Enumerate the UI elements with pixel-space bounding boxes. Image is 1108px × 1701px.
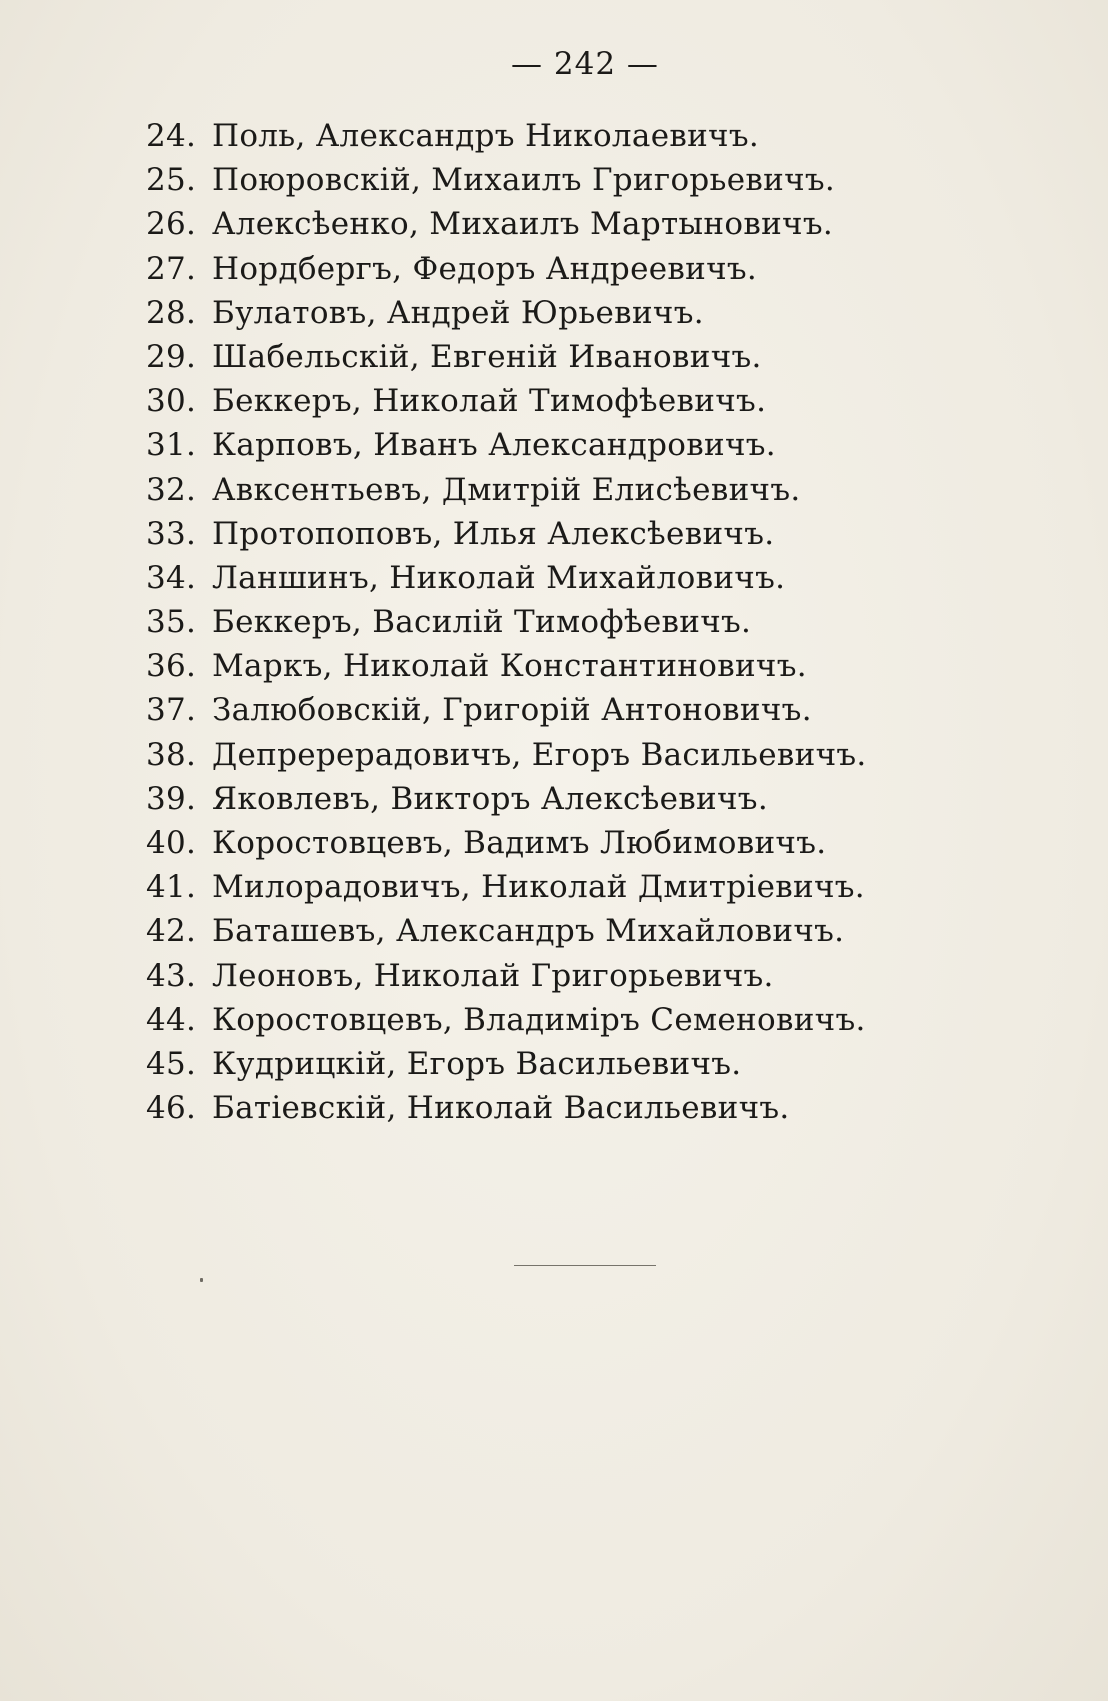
item-name: Батіевскій, Николай Васильевичъ. <box>212 1090 790 1127</box>
list-item <box>146 247 906 291</box>
list-item <box>146 733 906 777</box>
list-item <box>146 114 906 158</box>
list-item <box>146 821 906 865</box>
list-item <box>146 468 906 512</box>
list-item <box>146 865 906 909</box>
list-item <box>146 644 906 688</box>
item-name: Леоновъ, Николай Григорьевичъ. <box>212 957 774 994</box>
item-number: 44. <box>146 1001 197 1038</box>
list-item <box>146 777 906 821</box>
item-number: 29. <box>146 338 197 375</box>
item-number: 39. <box>146 780 197 817</box>
list-item <box>146 158 906 202</box>
item-name: Поль, Александръ Николаевичъ. <box>212 118 760 154</box>
item-name: Шабельскій, Евгеній Ивановичъ. <box>212 338 762 375</box>
item-number: 34. <box>146 559 197 596</box>
item-name: Поюровскій, Михаилъ Григорьевичъ. <box>212 162 836 199</box>
item-number: 35. <box>146 604 197 641</box>
item-number: 38. <box>146 736 197 773</box>
list-item <box>146 423 906 467</box>
list-item <box>146 379 906 423</box>
item-number: 26. <box>146 206 197 243</box>
item-name: Милорадовичъ, Николай Дмитріевичъ. <box>212 869 865 906</box>
item-name: Яковлевъ, Викторъ Алексѣевичъ. <box>212 780 768 817</box>
item-number: 42. <box>146 913 197 950</box>
item-name: Баташевъ, Александръ Михайловичъ. <box>212 913 845 950</box>
item-name: Беккеръ, Николай Тимофѣевичъ. <box>212 383 767 420</box>
item-name: Маркъ, Николай Константиновичъ. <box>212 648 807 685</box>
item-number: 40. <box>146 825 197 861</box>
list-item <box>146 335 906 379</box>
list-item <box>146 954 906 998</box>
item-name: Кудрицкій, Егоръ Васильевичъ. <box>212 1045 742 1082</box>
item-number: 43. <box>146 957 197 994</box>
stray-ink-mark <box>200 1278 203 1282</box>
item-number: 41. <box>146 869 197 906</box>
item-name: Беккеръ, Василій Тимофѣевичъ. <box>212 604 752 641</box>
separator-rule <box>514 1265 656 1266</box>
name-list <box>146 114 906 1130</box>
list-item <box>146 291 906 335</box>
list-item <box>146 202 906 246</box>
item-number: 45. <box>146 1045 197 1082</box>
item-name: Авксентьевъ, Дмитрій Елисѣевичъ. <box>212 471 801 508</box>
item-number: 37. <box>146 692 197 729</box>
item-name: Карповъ, Иванъ Александровичъ. <box>212 427 776 464</box>
item-name: Нордбергъ, Федоръ Андреевичъ. <box>212 250 758 287</box>
item-number: 24. <box>146 118 197 154</box>
item-name: Коростовцевъ, Владиміръ Семеновичъ. <box>212 1001 866 1038</box>
item-name: Алексѣенко, Михаилъ Мартыновичъ. <box>212 206 834 243</box>
item-number: 31. <box>146 427 197 464</box>
list-item <box>146 600 906 644</box>
item-name: Депререрадовичъ, Егоръ Васильевичъ. <box>212 736 867 773</box>
list-item <box>146 688 906 732</box>
item-name: Протопоповъ, Илья Алексѣевичъ. <box>212 515 775 552</box>
item-name: Булатовъ, Андрей Юрьевичъ. <box>212 294 704 331</box>
item-number: 27. <box>146 250 197 287</box>
page-number: — 242 — <box>511 46 659 82</box>
item-number: 33. <box>146 515 197 552</box>
list-item <box>146 556 906 600</box>
item-number: 32. <box>146 471 197 508</box>
item-number: 46. <box>146 1090 197 1127</box>
item-number: 36. <box>146 648 197 685</box>
item-name: Коростовцевъ, Вадимъ Любимовичъ. <box>212 825 827 861</box>
item-number: 30. <box>146 383 197 420</box>
item-number: 28. <box>146 294 197 331</box>
item-number: 25. <box>146 162 197 199</box>
list-item <box>146 512 906 556</box>
item-name: Залюбовскій, Григорій Антоновичъ. <box>212 692 812 729</box>
list-item <box>146 909 906 953</box>
list-item <box>146 1042 906 1086</box>
item-name: Ланшинъ, Николай Михайловичъ. <box>212 559 786 596</box>
list-item <box>146 1086 906 1130</box>
list-item <box>146 998 906 1042</box>
